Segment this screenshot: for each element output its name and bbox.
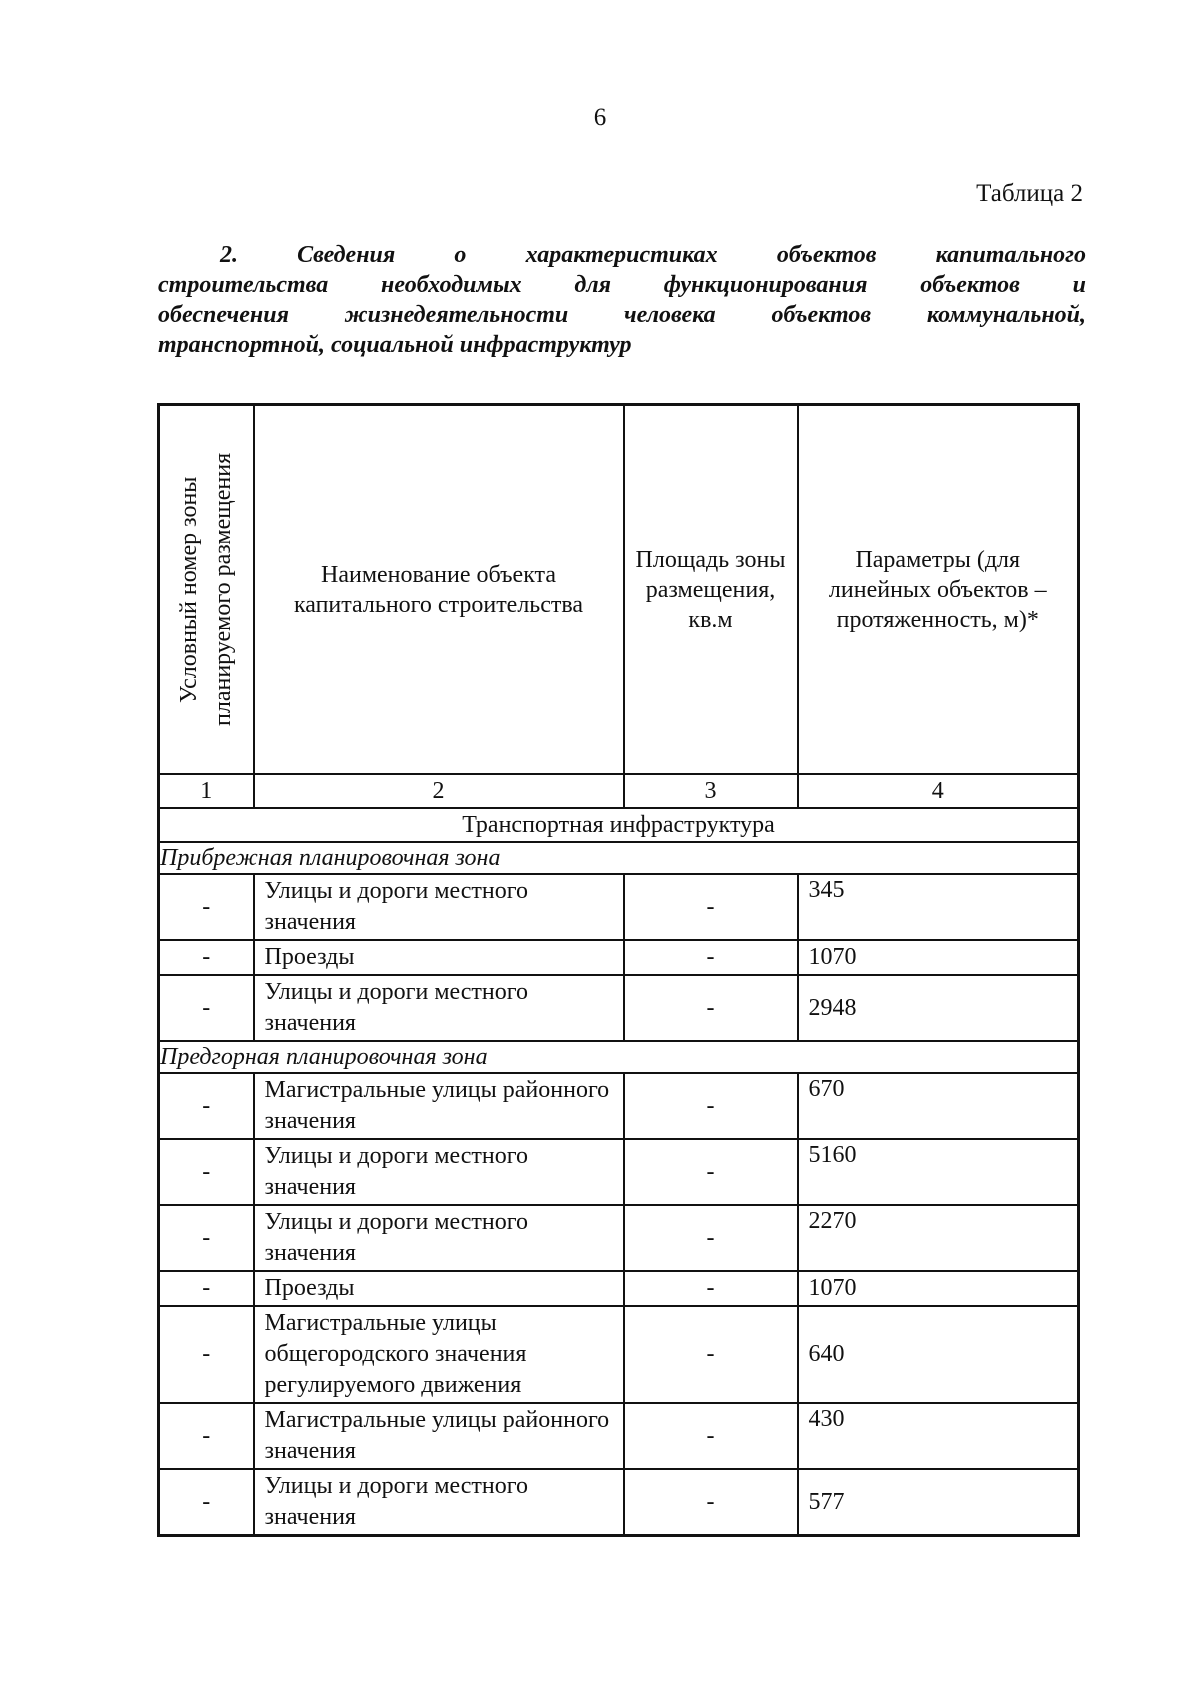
object-name-cell: Улицы и дороги местного значения	[254, 975, 624, 1041]
table-row	[159, 975, 1079, 1041]
zone-area-cell: -	[624, 1205, 798, 1271]
object-name-cell: Магистральные улицы общегородского значения регулируемого движения	[254, 1306, 624, 1403]
zone-number-cell: -	[159, 1205, 254, 1271]
table-row	[159, 1271, 1079, 1306]
zone-area-cell: -	[624, 1469, 798, 1536]
table-row	[159, 940, 1079, 975]
parameter-cell: 345	[798, 874, 1079, 940]
zone-title: Предгорная планировочная зона	[159, 1041, 1079, 1073]
zone-number-cell: -	[159, 1139, 254, 1205]
parameter-cell: 2270	[798, 1205, 1079, 1271]
header-zone-area	[624, 405, 798, 775]
zone-area-cell: -	[624, 874, 798, 940]
header-object-name	[254, 405, 624, 775]
heading-line-3: обеспечения жизнедеятельности человека объектов коммунальной,	[158, 302, 1086, 328]
table-row	[159, 1073, 1079, 1139]
heading-line-2: строительства необходимых для функционирования объектов и	[158, 272, 1086, 298]
zone-row	[159, 1041, 1079, 1073]
object-name-cell: Магистральные улицы районного значения	[254, 1073, 624, 1139]
zone-title: Прибрежная планировочная зона	[159, 842, 1079, 874]
parameter-cell: 640	[798, 1306, 1079, 1403]
document-heading	[158, 240, 1086, 360]
heading-line-1: 2. Сведения о характеристиках объектов капитального	[220, 242, 1086, 268]
parameter-cell: 2948	[798, 975, 1079, 1041]
zone-area-cell: -	[624, 1073, 798, 1139]
zone-area-cell: -	[624, 1306, 798, 1403]
capital-objects-table	[157, 403, 1080, 1537]
column-number-row	[159, 774, 1079, 808]
header-zone-area-text: Площадь зоны размещения, кв.м	[635, 546, 786, 633]
page-number: 6	[593, 104, 607, 131]
object-name-cell: Проезды	[254, 1271, 624, 1306]
object-name-cell: Проезды	[254, 940, 624, 975]
object-name-cell: Улицы и дороги местного значения	[254, 1469, 624, 1536]
parameter-cell: 430	[798, 1403, 1079, 1469]
table-row	[159, 1205, 1079, 1271]
zone-area-cell: -	[624, 1139, 798, 1205]
object-name-cell: Улицы и дороги местного значения	[254, 1205, 624, 1271]
table-row	[159, 1139, 1079, 1205]
column-number: 2	[254, 774, 624, 808]
column-number: 1	[159, 774, 254, 808]
zone-number-cell: -	[159, 1469, 254, 1536]
zone-area-cell: -	[624, 940, 798, 975]
column-number: 4	[798, 774, 1079, 808]
section-title: Транспортная инфраструктура	[159, 808, 1079, 842]
header-parameters	[798, 405, 1079, 775]
parameter-cell: 1070	[798, 1271, 1079, 1306]
header-object-name-text: Наименование объекта капитального строительства	[293, 561, 584, 618]
zone-number-cell: -	[159, 1403, 254, 1469]
object-name-cell: Улицы и дороги местного значения	[254, 874, 624, 940]
zone-area-cell: -	[624, 1403, 798, 1469]
table-header-row	[159, 405, 1079, 775]
zone-number-cell: -	[159, 1306, 254, 1403]
zone-area-cell: -	[624, 1271, 798, 1306]
parameter-cell: 670	[798, 1073, 1079, 1139]
zone-number-cell: -	[159, 1073, 254, 1139]
zone-area-cell: -	[624, 975, 798, 1041]
object-name-cell: Улицы и дороги местного значения	[254, 1139, 624, 1205]
zone-number-cell: -	[159, 1271, 254, 1306]
object-name-cell: Магистральные улицы районного значения	[254, 1403, 624, 1469]
zone-number-cell: -	[159, 940, 254, 975]
zone-row	[159, 842, 1079, 874]
table-row	[159, 1306, 1079, 1403]
parameter-cell: 577	[798, 1469, 1079, 1536]
table-label: Таблица 2	[976, 180, 1083, 207]
header-zone-number-text: Условный номер зоны планируемого размещения	[176, 452, 237, 727]
section-row	[159, 808, 1079, 842]
zone-number-cell: -	[159, 874, 254, 940]
zone-number-cell: -	[159, 975, 254, 1041]
table-row	[159, 1469, 1079, 1536]
heading-line-4: транспортной, социальной инфраструктур	[158, 332, 632, 358]
header-zone-number	[159, 405, 254, 775]
column-number: 3	[624, 774, 798, 808]
parameter-cell: 5160	[798, 1139, 1079, 1205]
table-row	[159, 874, 1079, 940]
header-parameters-text: Параметры (для линейных объектов – протяженность, м)*	[828, 546, 1047, 633]
parameter-cell: 1070	[798, 940, 1079, 975]
table-row	[159, 1403, 1079, 1469]
